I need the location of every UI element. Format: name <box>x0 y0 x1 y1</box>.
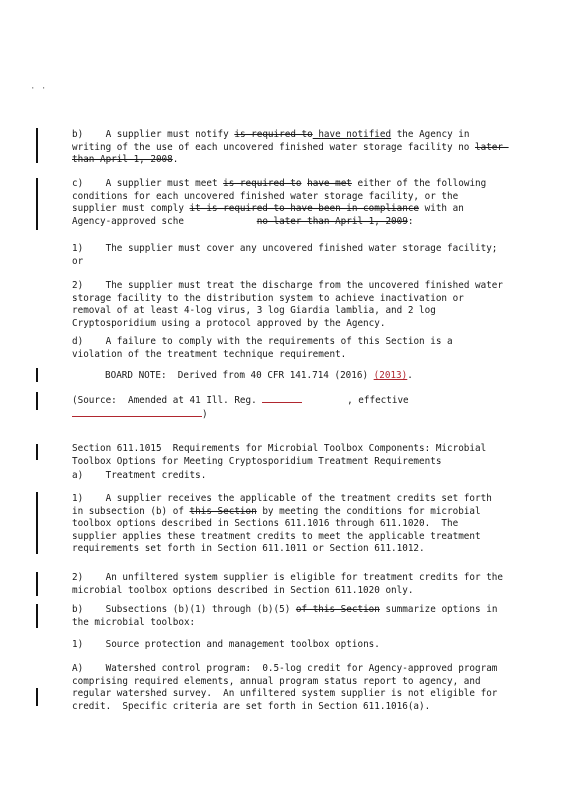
board-note: BOARD NOTE: Derived from 40 CFR 141.714 (2016) (2013). <box>105 370 413 381</box>
change-bar <box>36 444 38 460</box>
blank-line <box>72 408 202 417</box>
change-bar <box>36 128 38 163</box>
paragraph-d: d) A failure to comply with the requirements of this Section is a violation of the treatment technique requirement. <box>72 336 459 360</box>
change-bar <box>36 604 38 628</box>
change-bar <box>36 572 38 596</box>
subsection-a2: 2) An unfiltered system supplier is eligible for treatment credits for the microbial toolbox options described in Section 611.1020 only. <box>72 572 509 596</box>
change-bar <box>36 688 38 706</box>
change-bar <box>36 368 38 382</box>
subsection-a1: 1) A supplier receives the applicable of the treatment credits set forth in subsection (b) of this Section by meeting the conditions for microbial toolbox options described in Sections 611.1016 through 611.1020. The supplier applies these treatment credits to meet the applicable treatment requirements set forth in Section 611.1011 or Section 611.1012. <box>72 493 498 555</box>
change-bar <box>36 492 38 554</box>
change-bar <box>36 178 38 230</box>
paragraph-c2: 2) The supplier must treat the discharge from the uncovered finished water storage facility to the distribution system to achieve inactivation or removal of at least 4-log virus, 3 log Giardia lamblia, and 2 log Cryptosporidium using a protocol approved by the Agency. <box>72 280 509 329</box>
section-heading: Section 611.1015 Requirements for Microbial Toolbox Components: Microbial Toolbox Options for Meeting Cryptosporidium Treatment Requirements <box>72 443 492 467</box>
paragraph-c1: 1) The supplier must cover any uncovered finished water storage facility; or <box>72 243 504 267</box>
subsection-a: a) Treatment credits. <box>72 470 207 481</box>
source-note: (Source: Amended at 41 Ill. Reg. , effective ) <box>72 395 409 420</box>
margin-dots: · · <box>30 84 47 94</box>
subsection-b1A: A) Watershed control program: 0.5-log credit for Agency-approved program comprising required elements, annual program status report to agency, and regular watershed survey. An unfiltered system supplier is not eligible for credit. Specific criteria are set forth in Section 611.1016(a). <box>72 663 504 712</box>
paragraph-b: b) A supplier must notify is required to have notified the Agency in writing of the use of each uncovered finished water storage facility no later than April 1, 2008. <box>72 129 509 166</box>
subsection-b: b) Subsections (b)(1) through (b)(5) of this Section summarize options in the microbial toolbox: <box>72 604 504 628</box>
subsection-b1: 1) Source protection and management toolbox options. <box>72 639 380 650</box>
blank-line <box>262 394 302 403</box>
paragraph-c: c) A supplier must meet is required to have met either of the following conditions for each uncovered finished water storage facility, or the supplier must comply it is required to have been in compliance with an Agency-approved sche no later than April 1, 2009: <box>72 178 492 227</box>
change-bar <box>36 392 38 410</box>
